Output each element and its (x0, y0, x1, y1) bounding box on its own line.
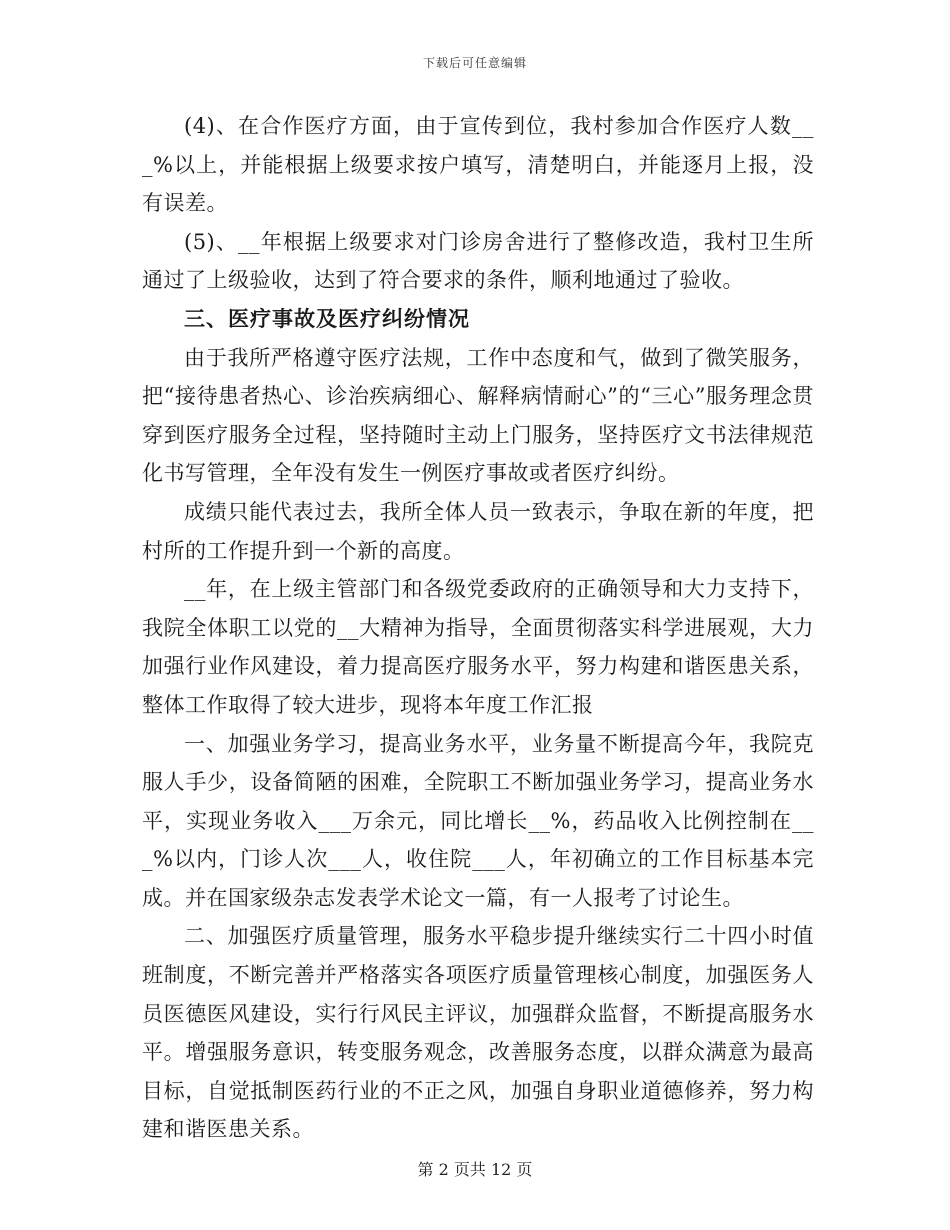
paragraph-section-1: 一、加强业务学习，提高业务水平，业务量不断提高今年，我院克服人手少，设备简陋的困难，全院职工不断加强业务学习，提高业务水平，实现业务收入___万余元，同比增长__%，药品收入比例控制在___%以内，门诊人次___人，收住院___人，年初确立的工作目标基本完成。并在国家级杂志发表学术论文一篇，有一人报考了讨论生。 (142, 731, 814, 910)
page-header: 下载后可任意编辑 (422, 56, 527, 70)
paragraph-item-5: (5)、__年根据上级要求对门诊房舍进行了整修改造，我村卫生所通过了上级验收，达到了符合要求的条件，顺利地通过了验收。 (142, 229, 814, 293)
paragraph-annual-intro: __年，在上级主管部门和各级党委政府的正确领导和大力支持下，我院全体职工以党的__大精神为指导，全面贯彻落实科学进展观，大力加强行业作风建设，着力提高医疗服务水平，努力构建和谐医患关系，整体工作取得了较大进步，现将本年度工作汇报 (142, 577, 814, 717)
page-number: 第 2 页共 12 页 (417, 1160, 533, 1179)
paragraph-item-4: (4)、在合作医疗方面，由于宣传到位，我村参加合作医疗人数___%以上，并能根据上级要求按户填写，清楚明白，并能逐月上报，没有误差。 (142, 114, 814, 216)
document-body (142, 107, 814, 1149)
paragraph-section-2: 二、加强医疗质量管理，服务水平稳步提升继续实行二十四小时值班制度，不断完善并严格落实各项医疗质量管理核心制度，加强医务人员医德医风建设，实行行风民主评议，加强群众监督，不断提高服务水平。增强服务意识，转变服务观念，改善服务态度，以群众满意为最高目标，自觉抵制医药行业的不正之风，加强自身职业道德修养，努力构建和谐医患关系。 (142, 924, 814, 1142)
paragraph-medical-disputes: 由于我所严格遵守医疗法规，工作中态度和气，做到了微笑服务，把“接待患者热心、诊治疾病细心、解释病情耐心”的“三心”服务理念贯穿到医疗服务全过程，坚持随时主动上门服务，坚持医疗文书法律规范化书写管理，全年没有发生一例医疗事故或者医疗纠纷。 (142, 345, 814, 486)
paragraph-achievements: 成绩只能代表过去，我所全体人员一致表示，争取在新的年度，把村所的工作提升到一个新的高度。 (142, 499, 814, 563)
section-heading-3: 三、医疗事故及医疗纠纷情况 (184, 305, 470, 331)
